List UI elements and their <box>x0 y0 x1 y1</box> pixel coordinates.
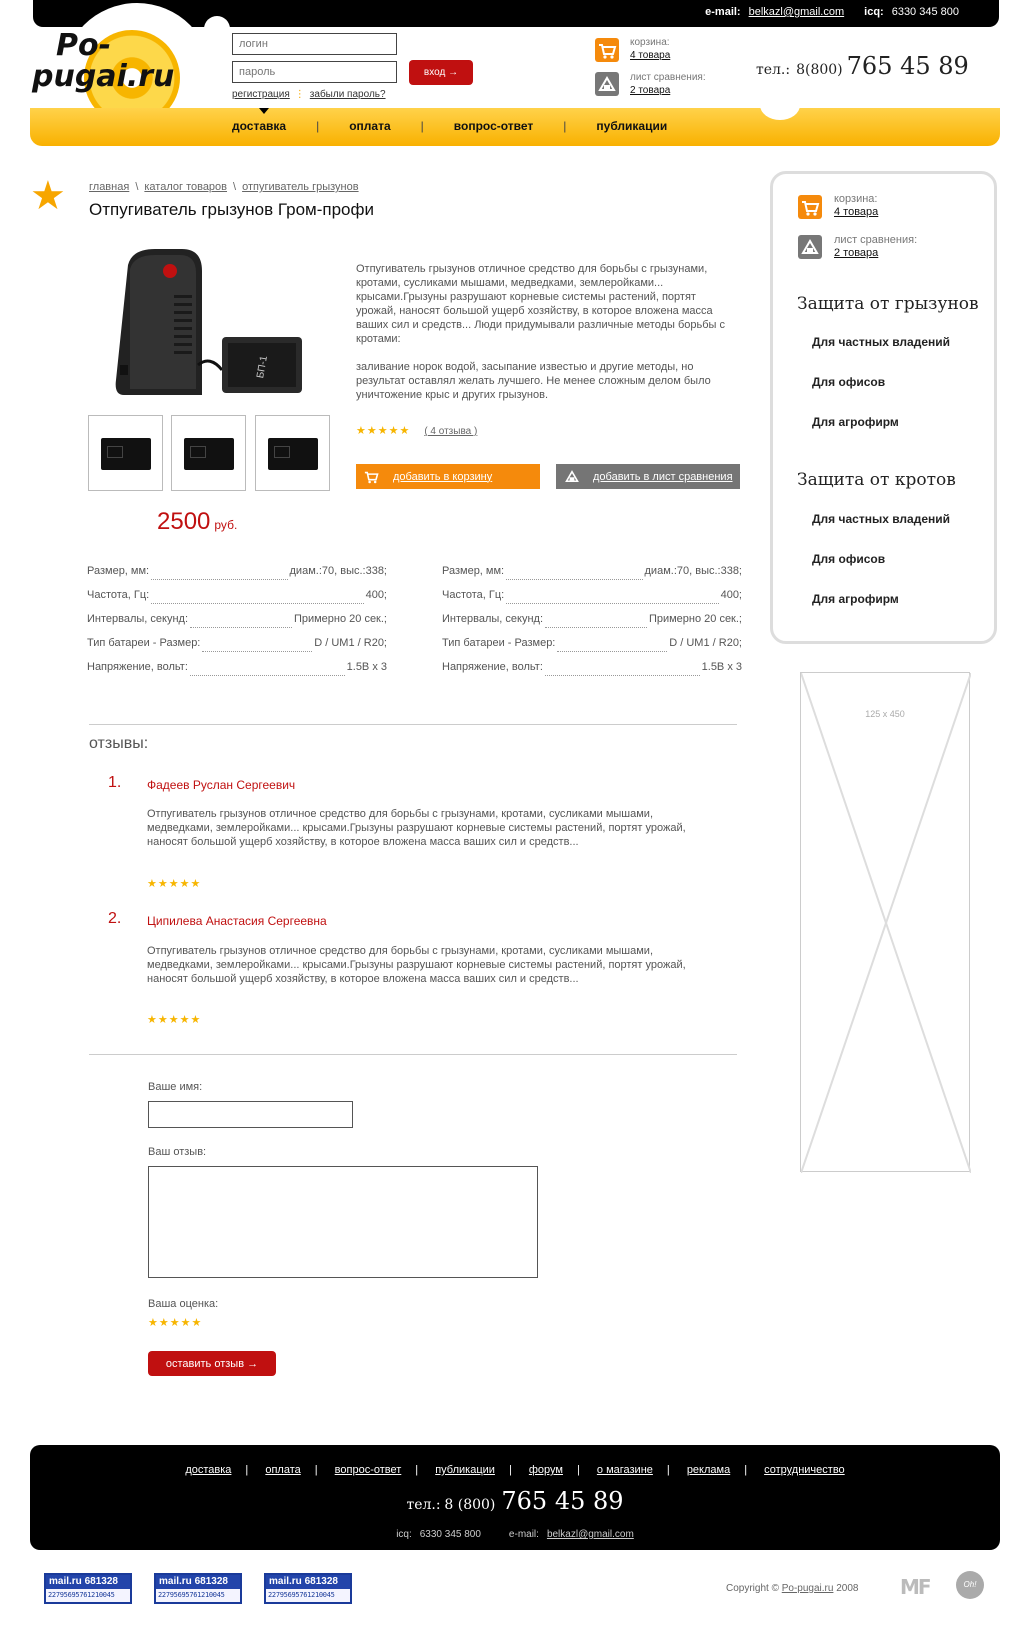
footer-link[interactable]: вопрос-ответ <box>334 1464 402 1476</box>
login-button[interactable]: вход → <box>409 60 473 85</box>
sidebar-link[interactable]: Для частных владений <box>812 335 951 349</box>
add-to-cart-button[interactable] <box>356 464 540 489</box>
footer-link[interactable]: о магазине <box>596 1464 653 1476</box>
compare-link[interactable]: 2 товара <box>630 85 671 96</box>
spec-key: Напряжение, вольт: <box>87 661 188 673</box>
rating-label: Ваша оценка: <box>148 1298 219 1310</box>
sidebar-link[interactable]: Для агрофирм <box>812 592 899 606</box>
spec-key: Размер, мм: <box>87 565 150 577</box>
review-textarea[interactable] <box>148 1166 538 1278</box>
breadcrumb-catalog[interactable]: каталог товаров <box>144 181 228 193</box>
copyright-site-link[interactable]: Po-pugai.ru <box>781 1583 834 1594</box>
counter-brand: mail.ru <box>49 1576 82 1587</box>
counter-digits: 22795695761210045 <box>158 1591 225 1599</box>
submit-review-button[interactable]: оставить отзыв → <box>148 1351 276 1376</box>
hit-counter[interactable] <box>264 1573 352 1604</box>
name-input[interactable] <box>148 1101 353 1128</box>
logo-line1: Po- <box>56 28 112 63</box>
spec-key: Частота, Гц: <box>442 589 505 601</box>
top-contacts <box>705 6 959 18</box>
footer-link[interactable]: сотрудничество <box>764 1464 845 1476</box>
compare-icon <box>562 467 582 486</box>
spec-row <box>87 588 387 612</box>
banner-size-label: 125 x 450 <box>865 709 905 719</box>
product-thumbnail[interactable] <box>88 415 163 491</box>
phone-label: тел.: <box>406 1497 441 1513</box>
counter-brand: mail.ru <box>269 1576 302 1587</box>
review-label: Ваш отзыв: <box>148 1146 207 1158</box>
spec-key: Тип батареи - Размер: <box>442 637 556 649</box>
sidebar-link[interactable]: Для частных владений <box>812 512 951 526</box>
specs-table-right <box>442 564 742 684</box>
footer-link[interactable]: оплата <box>265 1464 301 1476</box>
compare-label: лист сравнения: <box>834 234 918 246</box>
spec-row <box>87 612 387 636</box>
breadcrumb-category[interactable]: отпугиватель грызунов <box>242 181 359 193</box>
email-label: e-mail: <box>705 6 741 18</box>
sidebar-cart <box>834 193 878 219</box>
header-phone <box>756 52 969 80</box>
price-value: 2500 <box>157 508 211 535</box>
add-to-compare-label: добавить в лист сравнения <box>593 470 733 483</box>
adapter-label: БП-1 <box>255 354 270 380</box>
spec-row <box>87 660 387 684</box>
icq-label: icq: <box>396 1529 412 1540</box>
forgot-password-link[interactable]: забыли пароль? <box>309 89 386 100</box>
counter-digits: 22795695761210045 <box>48 1591 115 1599</box>
counter-hits: 681328 <box>304 1576 338 1587</box>
email-label: e-mail: <box>508 1529 539 1540</box>
product-price <box>157 508 237 536</box>
footer-link[interactable]: форум <box>528 1464 563 1476</box>
icq-value: 6330 345 800 <box>419 1529 481 1540</box>
spec-value: D / UM1 / R20; <box>314 637 387 649</box>
footer-contacts <box>30 1529 1000 1540</box>
nav-delivery[interactable]: доставка <box>232 119 287 133</box>
sidebar-link[interactable]: Для офисов <box>812 375 886 389</box>
email-link[interactable]: belkazl@gmail.com <box>748 6 845 18</box>
review-number: 1. <box>108 774 122 791</box>
spec-value: Примерно 20 сек.; <box>648 613 742 625</box>
copyright-prefix: Copyright © <box>726 1583 779 1594</box>
name-label: Ваше имя: <box>148 1081 203 1093</box>
copyright <box>726 1583 858 1594</box>
breadcrumb-home[interactable]: главная <box>89 181 130 193</box>
product-description <box>356 262 736 416</box>
review-number: 2. <box>108 910 122 927</box>
cart-icon[interactable] <box>595 38 619 62</box>
icq-value: 6330 345 800 <box>891 6 959 18</box>
phone-number: 765 45 89 <box>846 52 969 80</box>
hit-counter[interactable] <box>44 1573 132 1604</box>
review-stars-icon: ★★★★★ <box>147 1014 202 1026</box>
spec-key: Тип батареи - Размер: <box>87 637 201 649</box>
nav-active-arrow-icon <box>259 108 269 114</box>
star-icon: ★ <box>30 174 66 218</box>
product-thumbnail[interactable] <box>255 415 330 491</box>
footer-link[interactable]: доставка <box>185 1464 232 1476</box>
phone-code: 8 (800) <box>444 1497 496 1513</box>
header-cart <box>630 36 670 62</box>
rating-picker-stars-icon[interactable]: ★★★★★ <box>148 1317 203 1329</box>
sidebar-link[interactable]: Для офисов <box>812 552 886 566</box>
review-text: Отпугиватель грызунов отличное средство для борьбы с грызунами, кротами, сусликами мышами, медведками, землеройками... крысами.Грызуны разрушают корневые системы растений, портят урожай, наносят большой ущерб хозяйству, в которое вложена масса ваших сил и средств... <box>147 945 686 985</box>
spec-row <box>442 660 742 684</box>
nav-payment[interactable]: оплата <box>349 119 391 133</box>
spec-key: Размер, мм: <box>442 565 505 577</box>
cart-link[interactable]: 4 товара <box>834 206 879 218</box>
logo-line2: pugai.ru <box>32 59 175 94</box>
divider <box>89 1054 737 1055</box>
password-input[interactable] <box>232 61 397 83</box>
review-stars-icon: ★★★★★ <box>147 878 202 890</box>
product-main-image[interactable] <box>110 245 320 405</box>
spec-value: диам.:70, выс.:338; <box>289 565 387 577</box>
counter-hits: 681328 <box>194 1576 228 1587</box>
cart-link[interactable]: 4 товара <box>630 50 671 61</box>
nav-faq[interactable]: вопрос-ответ <box>453 119 534 133</box>
login-input[interactable] <box>232 33 397 55</box>
compare-label: лист сравнения: <box>630 72 706 83</box>
specs-table-left <box>87 564 387 684</box>
counter-brand: mail.ru <box>159 1576 192 1587</box>
compare-icon[interactable] <box>798 235 822 259</box>
footer-link[interactable]: публикации <box>435 1464 495 1476</box>
spec-row <box>442 636 742 660</box>
product-thumbnail[interactable] <box>171 415 246 491</box>
divider <box>89 724 737 725</box>
banner-placeholder[interactable] <box>800 672 970 1172</box>
footer <box>30 1445 1000 1550</box>
spec-value: 400; <box>720 589 742 601</box>
hit-counter[interactable] <box>154 1573 242 1604</box>
spec-value: Примерно 20 сек.; <box>293 613 387 625</box>
product-rating <box>356 424 477 437</box>
description-paragraph: заливание норок водой, засыпание известью и другие методы, но результат оставлял желать лучшего. Не менее сложным делом было уничтожение крыс и других грызунов. <box>356 361 711 401</box>
sidebar-compare <box>834 234 917 260</box>
counter-digits: 22795695761210045 <box>268 1591 335 1599</box>
rating-stars-icon: ★★★★★ <box>356 425 411 437</box>
page-title: Отпугиватель грызунов Гром-профи <box>89 200 374 219</box>
reviews-title: отзывы: <box>89 735 149 752</box>
spec-key: Напряжение, вольт: <box>442 661 543 673</box>
cart-label: корзина: <box>630 37 670 48</box>
spec-row <box>442 612 742 636</box>
spec-row <box>87 564 387 588</box>
nav-bubble <box>760 90 800 120</box>
spec-value: 1.5В х 3 <box>701 661 742 673</box>
copyright-year: 2008 <box>836 1583 859 1594</box>
footer-link[interactable]: реклама <box>686 1464 731 1476</box>
spec-key: Интервалы, секунд: <box>87 613 189 625</box>
phone-label: тел.: <box>756 62 791 78</box>
cart-icon <box>362 467 382 486</box>
sidebar-link[interactable]: Для агрофирм <box>812 415 899 429</box>
add-to-compare-button[interactable] <box>556 464 740 489</box>
cart-label: корзина: <box>834 193 878 205</box>
spec-row <box>442 564 742 588</box>
nav-publications[interactable]: публикации <box>596 119 668 133</box>
phone-code: 8(800) <box>796 62 843 78</box>
main-nav: доставка | оплата | вопрос-ответ | публикации <box>232 119 697 133</box>
review-author: Ципилева Анастасия Сергеевна <box>147 914 327 928</box>
reviews-count-link[interactable]: ( 4 отзыва ) <box>424 426 478 437</box>
phone-number: 765 45 89 <box>501 1487 624 1515</box>
spec-key: Интервалы, секунд: <box>442 613 544 625</box>
compare-icon[interactable] <box>595 72 619 96</box>
review-author: Фадеев Руслан Сергеевич <box>147 778 296 792</box>
register-link[interactable]: регистрация <box>232 89 290 100</box>
spec-value: диам.:70, выс.:338; <box>644 565 742 577</box>
cart-icon[interactable] <box>798 195 822 219</box>
icq-label: icq: <box>864 6 884 18</box>
email-link[interactable]: belkazl@gmail.com <box>546 1529 634 1540</box>
mf-logo-icon[interactable]: MF <box>900 1575 930 1599</box>
footer-nav: доставка | оплата | вопрос-ответ | публикации | форум | о магазине | реклама | сотрудничество <box>185 1464 845 1476</box>
sidebar-heading: Защита от грызунов <box>797 294 979 314</box>
spec-value: D / UM1 / R20; <box>669 637 742 649</box>
login-links: регистрация ⋮ забыли пароль? <box>232 89 386 100</box>
description-paragraph: Отпугиватель грызунов отличное средство для борьбы с грызунами, кротами, сусликами мышами, медведками, землеройками... крысами.Грызуны разрушают корневые системы растений, портят урожай, наносят большой ущерб хозяйству, в которое вложена масса ваших сил и средств... Люди придумывали различные методы борьбы с кротами: <box>356 263 725 345</box>
spec-key: Частота, Гц: <box>87 589 150 601</box>
header-compare <box>630 71 706 97</box>
counter-hits: 681328 <box>84 1576 118 1587</box>
breadcrumb: главная \ каталог товаров \ отпугиватель грызунов <box>89 181 359 193</box>
oh-logo-icon[interactable]: Oh! <box>956 1571 984 1599</box>
footer-phone <box>30 1487 1000 1515</box>
compare-link[interactable]: 2 товара <box>834 247 879 259</box>
spec-row <box>87 636 387 660</box>
spec-row <box>442 588 742 612</box>
logo-bubble <box>204 16 230 42</box>
spec-value: 1.5В х 3 <box>346 661 387 673</box>
add-to-cart-label: добавить в корзину <box>393 470 493 483</box>
sidebar-heading: Защита от кротов <box>797 470 956 490</box>
site-logo[interactable] <box>32 30 174 92</box>
price-currency: руб. <box>214 518 238 532</box>
spec-value: 400; <box>365 589 387 601</box>
review-text: Отпугиватель грызунов отличное средство для борьбы с грызунами, кротами, сусликами мышами, медведками, землеройками... крысами.Грызуны разрушают корневые системы растений, портят урожай, наносят большой ущерб хозяйству, в которое вложена масса ваших сил и средств... <box>147 808 686 848</box>
